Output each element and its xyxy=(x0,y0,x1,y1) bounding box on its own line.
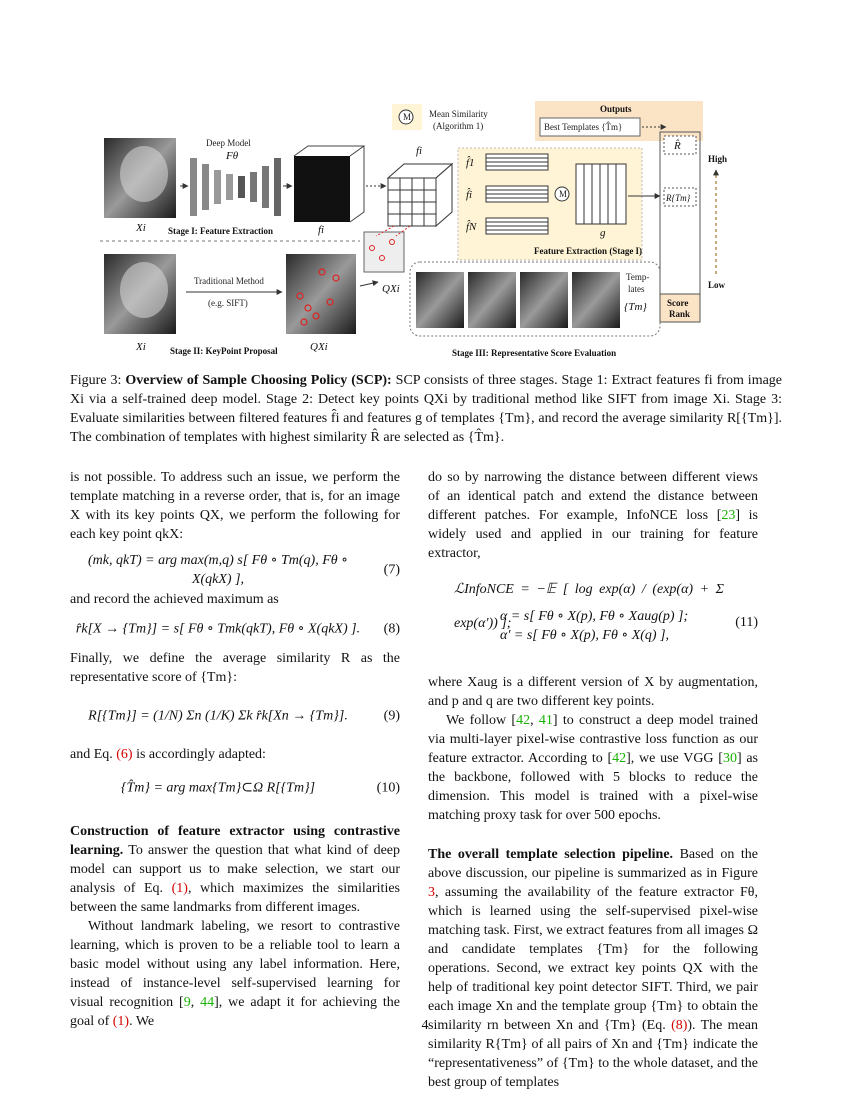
equation-7: (mk, qkT) = arg max(m,q) s[ Fθ ∘ Tm(q), Fθ ∘ X(qkX) ], (7) xyxy=(88,553,400,587)
left-paragraph-5: Construction of feature extractor using contrastive learning. To answer the question that what kind of deep model can support us to make selection, we start our analysis of Eq. (1), which maximizes the similarities between the same landmarks from different images. xyxy=(70,824,400,915)
svg-text:g: g xyxy=(600,227,606,239)
svg-text:M: M xyxy=(403,112,412,122)
left-paragraph-1: is not possible. To address such an issue, we perform the template matching in a reverse order, that is, for an image X with its key points QX, we perform the following for each key point qkX: xyxy=(70,470,400,542)
right-paragraph-4: The overall template selection pipeline. Based on the above discussion, our pipeline is summarized as in Figure 3, assuming the availability of the feature extractor Fθ, which is learned using the self-supervised pixel-wise matching task. First, we extract features from all images Ω and candidate templates {Tm} for the following operations. Second, we extract key points QX with the help of traditional key point detector SIFT. Third, we pair each image Xn and the template group {Tm} to obtain the similarity rn between Xn and {Tm} (Eq. (8)). The mean similarity R{Tm} of all pairs of Xn and {Tm} indicate the “representativeness” of {Tm} to the whole dataset, and the best group of templates xyxy=(428,847,759,1090)
xi-label-2: Xi xyxy=(136,341,146,353)
left-paragraph-3: Finally, we define the average similarity R as the representative score of {Tm}: xyxy=(70,651,400,685)
equation-8: r̂k[X → {Tm}] = s[ Fθ ∘ Tmk(qkT), Fθ ∘ X(qkX) ]. (8) xyxy=(75,621,400,637)
f-theta-label: Fθ xyxy=(226,150,239,162)
right-column xyxy=(428,468,758,1092)
template-feature-block xyxy=(576,164,626,224)
right-paragraph-2: where Xaug is a different version of X by augmentation, and p and q are two different key points. xyxy=(428,675,758,709)
feature-cube xyxy=(388,164,452,226)
svg-text:Temp-: Temp- xyxy=(626,272,650,282)
cite-41[interactable]: 41 xyxy=(538,713,553,728)
score-label: Score xyxy=(667,298,689,308)
cite-42[interactable]: 42 xyxy=(516,713,531,728)
cite-9[interactable]: 9 xyxy=(183,995,191,1010)
cite-30[interactable]: 30 xyxy=(722,751,737,766)
equation-11: ℒInfoNCE = −𝔼 [ log exp(α) / (exp(α) + Σ exp(α′)) ]; α = s[ Fθ ∘ X(p), Fθ ∘ Xaug(p) ]; α′ = s[ Fθ ∘ X(p), Fθ ∘ X(q) ], (11) xyxy=(454,582,758,643)
template-images xyxy=(416,272,620,328)
feature-map-image xyxy=(294,156,350,222)
equation-10: {T̂m} = arg max{Tm}⊂Ω R[{Tm}] (10) xyxy=(120,780,400,796)
cite-23[interactable]: 23 xyxy=(721,508,736,523)
svg-text:R̂: R̂ xyxy=(674,140,681,152)
outputs-label: Outputs xyxy=(600,104,632,114)
eq-ref-1[interactable]: (1) xyxy=(171,881,188,896)
stage2-label: Stage II: KeyPoint Proposal xyxy=(170,346,278,356)
fi-label-2: fi xyxy=(416,145,423,157)
deep-model-label: Deep Model xyxy=(206,138,251,148)
heading-contrastive: Construction of feature extractor using contrastive learning. xyxy=(70,824,400,858)
figure-caption xyxy=(70,371,782,447)
left-column xyxy=(70,468,400,1031)
eq-ref-1b[interactable]: (1) xyxy=(112,1014,130,1029)
rank-label: Rank xyxy=(669,309,691,319)
caption-label: Figure 3: xyxy=(70,373,122,388)
xi-label-1: Xi xyxy=(136,222,146,234)
best-templates-label: Best Templates {T̂m} xyxy=(544,122,623,132)
cite-44[interactable]: 44 xyxy=(200,995,215,1010)
fi-label-1: fi xyxy=(318,224,325,236)
qx-label-2: QXi xyxy=(382,283,400,295)
traditional-method-label: Traditional Method xyxy=(194,276,264,286)
algorithm-label: (Algorithm 1) xyxy=(433,121,484,131)
heading-pipeline: The overall template selection pipeline. xyxy=(428,847,674,862)
stage1-label: Stage I: Feature Extraction xyxy=(168,226,274,236)
deep-model-bars xyxy=(190,158,281,216)
svg-text:R{Tm}: R{Tm} xyxy=(666,193,691,203)
page-number: 4 xyxy=(421,1018,429,1033)
mean-similarity-label: Mean Similarity xyxy=(429,109,488,119)
feature-extraction-stage-label: Feature Extraction (Stage I) xyxy=(534,246,643,256)
equation-9: R[{Tm}] = (1/N) Σn (1/K) Σk r̂k[Xn → {Tm}]. (9) xyxy=(88,708,400,724)
figure-ref-3[interactable]: 3 xyxy=(428,885,435,900)
svg-text:f̂1: f̂1 xyxy=(466,157,475,169)
qx-box xyxy=(364,232,404,272)
svg-text:{Tm}: {Tm} xyxy=(624,301,647,313)
svg-text:lates: lates xyxy=(628,284,645,294)
svg-text:f̂i: f̂i xyxy=(466,189,473,201)
caption-text: SCP consists of three stages. Stage 1: Extract features fi from image Xi via a self-trained deep model. Stage 2: Detect key points QXi by traditional method like SIFT from image Xi. Stage 3: Evaluate similarities between filtered features f̂i and features g of templates {Tm}, and record the average similarity R[{Tm}]. The combination of templates with highest similarity R̂ are selected as {T̂m}. xyxy=(70,373,783,445)
caption-title: Overview of Sample Choosing Policy (SCP): xyxy=(125,373,392,388)
left-paragraph-4: and Eq. (6) is accordingly adapted: xyxy=(70,747,266,762)
sift-label: (e.g. SIFT) xyxy=(208,298,248,308)
svg-text:f̂N: f̂N xyxy=(466,221,477,233)
skull-shape xyxy=(120,146,168,202)
qx-label-1: QXi xyxy=(310,341,328,353)
figure-3 xyxy=(60,96,790,366)
right-paragraph-1: do so by narrowing the distance between different views of an identical patch and extend the distance between different patches. For example, InfoNCE loss [23] is widely used and applied in our training for feature extractor, xyxy=(428,470,759,561)
figure-3-diagram xyxy=(60,96,790,366)
xray-keypoints-image xyxy=(286,254,356,334)
stage3-label: Stage III: Representative Score Evaluation xyxy=(452,348,617,358)
right-paragraph-3: We follow [42, 41] to construct a deep model trained via multi-layer pixel-wise contrastive loss function as our feature extractor. According to [42], we use VGG [30] as the backbone, followed with 5 blocks to reduce the dimension. This model is trained with a pixel-wise matching proxy task for over 500 epochs. xyxy=(428,713,759,823)
left-paragraph-2: and record the achieved maximum as xyxy=(70,592,279,607)
eq-ref-8[interactable]: (8) xyxy=(671,1018,688,1033)
svg-text:M: M xyxy=(559,189,568,199)
low-label: Low xyxy=(708,280,726,290)
cite-42b[interactable]: 42 xyxy=(612,751,627,766)
left-paragraph-6: Without landmark labeling, we resort to contrastive learning, which is proven to be a reliable tool to learn a basic model without using any label information. Here, instead of instance-level self-supervised learning for visual recognition [9, 44], we adapt it for achieving the goal of (1). We xyxy=(70,919,400,1029)
high-label: High xyxy=(708,154,728,164)
filtered-feature-bars xyxy=(486,154,548,234)
eq-ref-6[interactable]: (6) xyxy=(116,747,133,762)
